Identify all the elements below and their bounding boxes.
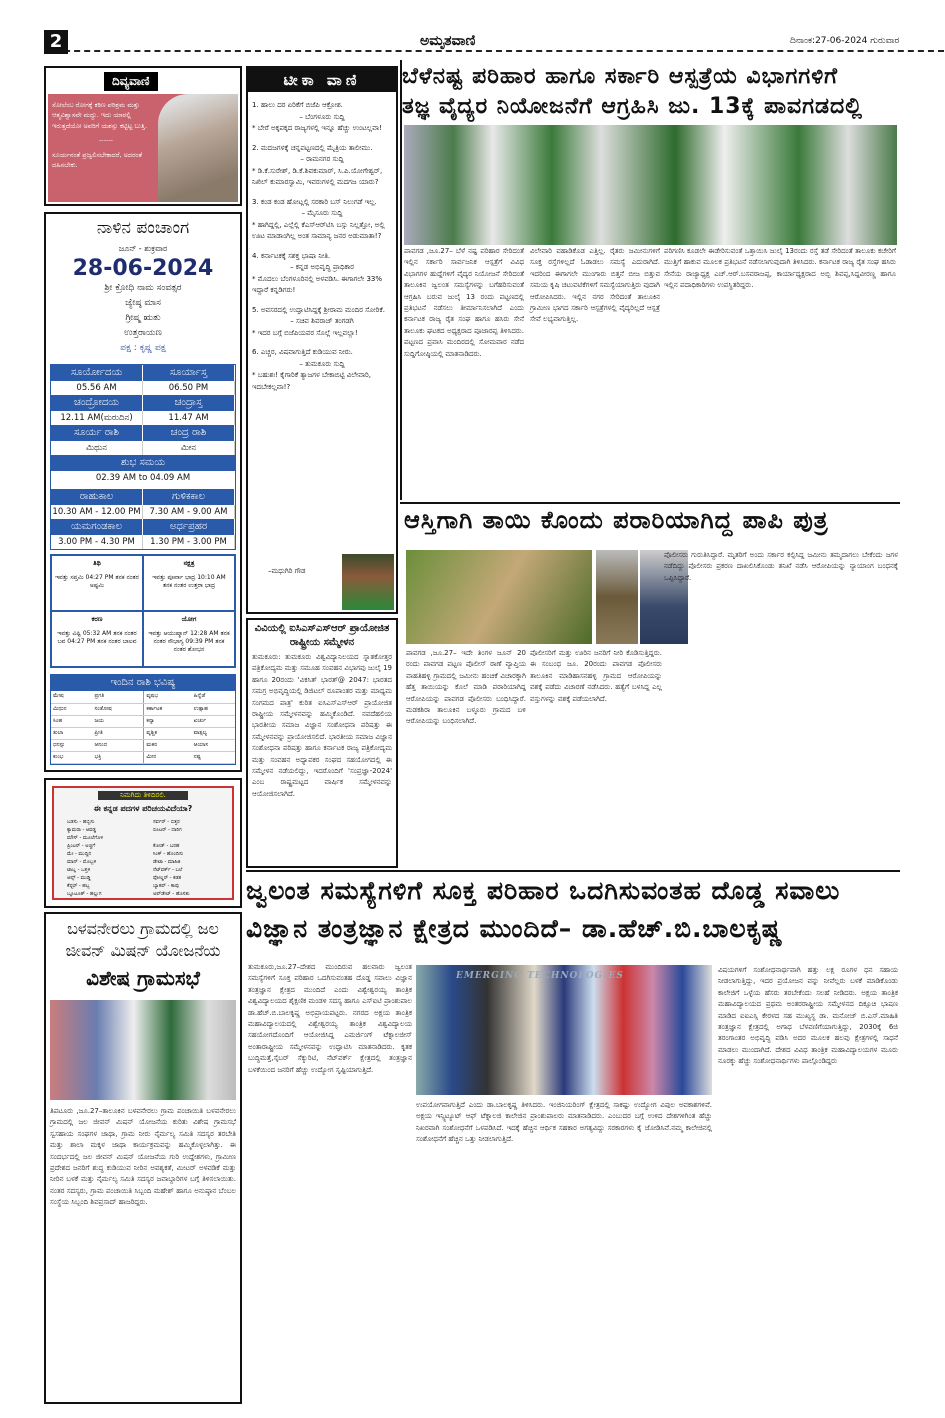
detail-text: ಇವತ್ತು ಆಯುಷ್ಮಾನ್ 12:28 AM ತನಕ ನಂತರ ಸೌಭಾಗ್ಯ 09:39 PM ತನಕ ನಂತರ ಶೋಭನ [148,630,230,653]
story3-headline-line-2: ವಿಜ್ಞಾನ ತಂತ್ರಜ್ಞಾನ ಕ್ಷೇತ್ರದ ಮುಂದಿದೆ– ಡಾ.ಹೆಚ್.ಬಿ.ಬಾಲಕೃಷ್ಣ [246,914,784,943]
story2-headline: ಆಸ್ತಿಗಾಗಿ ತಾಯಿ ಕೊಂದು ಪರಾರಿಯಾಗಿದ್ದ ಪಾಪಿ ಪುತ್ರ [404,506,829,534]
words-left-column [57,818,143,898]
rashi-cell: ಕನ್ಯಾ [144,715,192,727]
rashi-cell: ಧನಸ್ಸು [51,739,92,751]
accused-photo-1 [596,550,638,644]
words-header: ನಿಮಗಿದು ತಿಳಿದಿರಲಿ. [98,791,188,800]
word-pair: ಪ್ರಿಂಟರ್ - ಅಚ್ಚಿಗೆ [67,843,96,849]
word-pair [153,834,229,842]
value-shubha-samaya: 02.39 AM to 04.09 AM [95,473,191,483]
tika-signature: –ಮಧುಗಿರಿ ಗೌಡ [268,567,306,575]
rashi-bhavishya [50,674,236,765]
word-pair: ಫೋಲ್ಡರ್ - ಕಡತ [153,875,182,881]
tika-source: – ಬೆಂಗಳೂರು ಸುದ್ದಿ [299,112,345,121]
tika-headline: 4. ಕರ್ನಾಟಕಕ್ಕೆ ಸಶಕ್ತ ಭಾಷಾ ನೀತಿ. [252,251,331,260]
value-rahukala: 10.30 AM - 12.00 PM [51,505,143,519]
detail-text: ಇವತ್ತು ವಿಷ್ಟಿ 05:32 AM ತನಕ ನಂತರ ಬವ 04:27 PM ತನಕ ನಂತರ ಬಾಲವ [57,630,137,645]
value-moonrise: 12.11 AM(ಮರುದಿನ) [51,411,143,425]
masa: ಜ್ಯೇಷ್ಠ ಮಾಸ [125,298,161,308]
tika-title: ಟೀಕಾ ವಾಣಿ [248,68,396,92]
word-pair: ಮಾನ್ - ಮೊಬ್ಬಳಿ [67,859,97,865]
quote-text-2: ಸೂರ್ಯನಂತೆ ಪ್ರಜ್ವಲಿಸಬೇಕಾದರೆ, ಅದರಂತೆ ದಹಿಸಬೇಕು. [52,150,143,169]
word-pair: ಕ್ಯಾಮರಾ - ಆವಡ್ಡ [67,827,97,833]
rashi-cell: ಮೇಷ [51,691,92,703]
quote-separator: ------ [98,136,114,145]
value-gulikakala: 7.30 AM - 9.00 AM [143,505,235,519]
story1-headline-line-2: ತಜ್ಞ ವೈದ್ಯರ ನಿಯೋಜನೆಗೆ ಆಗ್ರಹಿಸಿ ಜು. 13ಕ್ಕೆ ಪಾವಗಡದಲ್ಲಿ [402,94,863,119]
word-pair: ಕೆಫ್ಟರ್ - ಹಬ್ಬ [67,883,90,889]
detail-label: ಯೋಗ [181,615,197,623]
samvatsara: ಶ್ರೀ ಕ್ರೋಧಿ ನಾಮ ಸಂವತ್ಸರ [104,283,182,293]
label-rahukala: ರಾಹುಕಾಲ [51,489,143,505]
paksha: ಪಕ್ಷ : ಕೃಷ್ಣ ಪಕ್ಷ [120,343,166,353]
value-surya-rashi: ಮಿಥುನ [51,441,143,455]
story1-headline [402,62,863,122]
rashi-table [51,691,235,764]
story2-col-2: ಪೊಲೀಸರಿಗೆ ಮತ್ತು ಊರಿನ ಜನರಿಗೆ ನೀರಿ ಕೊಡಿಸುತ್ತಿದ್ದರು. ಈ ಸಂಬಂಧ ಜೂ. 20ರಂದು ಪಾವಗಡ ಪೊಲೀಸರು ತಾಲೂಕಿನ ಮಾಡಿಹಾಸನಹಳ್ಳಿ ಗ್ರಾಮದ ಆರೋಪಿಯನ್ನು ವಶಕ್ಕೆ ಪಡೆದು ವಿಚಾರಣೆ ನಡೆಸಿದರು. ಹತ್ಯೆಗೆ ಬಳಸಿದ್ದ ಎಲ್ಲ ವಸ್ತುಗಳನ್ನು ವಶಕ್ಕೆ ಪಡೆಯಲಾಗಿದೆ. [530,649,662,703]
word-pair: ಸಿಂಕ್ - ಹೊಂದಿಸು [153,851,184,857]
photo-banner: EMERGING TECHNOLOGIES [456,971,624,981]
detail-tithi [51,555,143,611]
tika-headline: 1. ಹಾಲು ದರ ಏರಿಕೆಗೆ ಬಿಜೆಪಿ ಆಕ್ರೋಶ. [252,101,343,109]
value-yamaganda: 3.00 PM - 4.30 PM [51,535,143,549]
label-moonrise: ಚಂದ್ರೋದಯ [51,395,143,411]
rashi-row [51,751,235,763]
label-sunset: ಸೂರ್ಯಾಸ್ತ [143,365,235,381]
word-pair: ನೆಟ್‌ವರ್ಕ್ - ಬಲೆ [153,867,183,873]
rashi-cell: ವೃಶ್ಚಿಕ [144,727,192,739]
divyavani-title: ದಿವ್ಯವಾಣಿ [104,72,158,91]
story3-col-1: ತುಮಕೂರು,ಜೂ.27–ದೇಶದ ಮುಂದಿರುವ ಹಲವಾರು ಜ್ವಲಂತ ಸಮಸ್ಯೆಗಳಿಗೆ ಸೂಕ್ತ ಪರಿಹಾರ ಒದಗಿಸುವಂತಹ ದೊಡ್ಡ ಸವಾಲು ವಿಜ್ಞಾನ ತಂತ್ರಜ್ಞಾನ ಕ್ಷೇತ್ರದ ಮುಂದಿದೆ ಎಂದು ವಿಶ್ವೇಶ್ವರಯ್ಯ ತಾಂತ್ರಿಕ ವಿಶ್ವವಿದ್ಯಾಲಯದ ಶೈಕ್ಷಣಿಕ ಮಂಡಳಿ ಸದಸ್ಯ ಹಾಗೂ ಎಸ್ಐಟಿ ಪ್ರಾಂಶುಪಾಲ ಡಾ.ಹೆಚ್.ಬಿ.ಬಾಲಕೃಷ್ಣ ಅಭಿಪ್ರಾಯಪಟ್ಟರು. ನಗರದ ಅಕ್ಷಯ ತಾಂತ್ರಿಕ ಮಹಾವಿದ್ಯಾಲಯದಲ್ಲಿ ವಿಶ್ವೇಶ್ವರಯ್ಯ ತಾಂತ್ರಿಕ ವಿಶ್ವವಿದ್ಯಾಲಯ ಸಹಯೋಗದೊಂದಿಗೆ ಆಯೋಜಿಸಿದ್ದ ಎಮರ್ಜಿಂಗ್ ಟೆಕ್ನಾಲಜೀಸ್ ಅಂತಾರಾಷ್ಟ್ರೀಯ ಸಮ್ಮೇಳನವನ್ನು ಉದ್ಘಾಟಿಸಿ ಮಾತನಾಡಿದರು. ಕೃತಕ ಬುದ್ಧಿಮತ್ತೆ,ಸೈಬರ್ ಸೆಕ್ಯುರಿಟಿ, ನೆಟ್‌ವರ್ಕ್ ಕ್ಷೇತ್ರದಲ್ಲಿ ತಂತ್ರಜ್ಞಾನ ಬಳಕೆಯಿಂದ ಜನರಿಗೆ ಹೆಚ್ಚು ಉದ್ಯೋಗ ಸೃಷ್ಟಿಯಾಗುತ್ತಿದೆ. [248,963,412,1074]
conference-photo [416,965,712,1095]
value-moonset: 11.47 AM [143,411,235,425]
tika-comment: * ಇದರ ಬಗ್ಗೆ ಬಿಜೆಪಿಯವರ ಸೊಲ್ಲೆ ಇಲ್ಲವಲ್ಲಾ! [252,328,358,337]
rashi-cell: ಮಕರ [144,739,192,751]
story1-col-2: ವಿಲೇವಾರಿ ವಹಾಡಿಕೊಡ ಎತ್ತಿಲ್ಲ. ರೈತರು ಜಮೀನುಗಳಿಗೆ ಸೂಕ್ತ ರಸ್ತೆಗಳಿಲ್ಲದೆ ಓಡಾಡಲು ಸಮಸ್ಯೆ ಎದುರಾಗಿದೆ. ಇದರಿಂದ ಈಗಾಗಲೇ ಮುಂಗಾರು ಬಿತ್ತನೆ ಬೀಜ ಬಿತ್ತುವ ಸಮಯ ಕೃಷಿ ಚಟುವಟಿಕೆಗಳಿಗೆ ಸಮಸ್ಯೆಯಾಗುತ್ತಿರು ವುದಾಗಿ ಆರೋಪಿಸಿದರು. ಇಲ್ಲಿನ ನಗರ ಸೇರಿದಂತೆ ತಾಲೂಕಿನ ಗ್ರಾಮೀಣ ಭಾಗದ ಸರ್ಕಾರಿ ಆಸ್ಪತ್ರೆಗಳಲ್ಲಿ ವೈದ್ಯರಿಲ್ಲದೆ ಆಸ್ಪತ್ರೆ ಸೇವೆ ಲಭ್ಯವಾಗುತ್ತಿಲ್ಲ. [530,247,660,324]
tika-vani-box [246,66,398,614]
tika-item [248,251,396,297]
detail-text: ಇವತ್ತು ಸಪ್ತಮಿ 04:27 PM ತನಕ ನಂತರ ಅಷ್ಟಮಿ [55,574,139,589]
grama-body: ತಿಪಟೂರು ,ಜೂ.27–ತಾಲೂಕಿನ ಬಳವನೇರಲು ಗ್ರಾಮ ಪಂಚಾಯಿತಿ ಬಳವನೇರಲು ಗ್ರಾಮದಲ್ಲಿ ಜಲ ಜೀವನ್ ಮಿಷನ್ ಯೋಜನೆಯ ಕುರಿತು ವಿಶೇಷ ಗ್ರಾಮಸಭೆ ಸ್ವಸಹಾಯ ಸಂಘಗಳ ಜಾಥಾ, ಗ್ರಾಮ ನೀರು ನೈರ್ಮಲ್ಯ ಸಮಿತಿ ಸದಸ್ಯರ ತರಬೇತಿ ಮತ್ತು ಶಾಲಾ ಮಕ್ಕಳ ಜಾಥಾ ಕಾರ್ಯಕ್ರಮವನ್ನು ಹಮ್ಮಿಕೊಳ್ಳಲಾಗಿತ್ತು. ಈ ಸಂದರ್ಭದಲ್ಲಿ ಜಲ ಜೀವನ್ ಮಿಷನ್ ಯೋಜನೆಯ ಗುರಿ ಉದ್ದೇಶಗಳು, ಗ್ರಾಮೀಣ ಪ್ರದೇಶದ ಜನರಿಗೆ ಶುದ್ಧ ಕುಡಿಯುವ ನೀರಿನ ಅವಶ್ಯಕತೆ, ಮೀಟರ್ ಅಳವಡಿಕೆ ಮತ್ತು ನೀರಿನ ಬಳಕೆ ಮತ್ತು ನೈರ್ಮಲ್ಯ ಸಮಿತಿ ಸದಸ್ಯರ ಜವಾಬ್ದಾರಿಗಳ ಬಗ್ಗೆ ತಿಳಿಸಲಾಯಿತು. ನಂತರ ಸದಸ್ಯರು, ಗ್ರಾಮ ಪಂಚಾಯಿತಿ ಸಿಬ್ಬಂದಿ ಮಹೇಶ್ ಹಾಗೂ ಅನುಷ್ಠಾನ ಬೆಂಬಲ ಸಂಸ್ಥೆಯ ಸಿಬ್ಬಂದಿ ಶಿವಪ್ರಸಾದ್ ಹಾಜರಿದ್ದರು. [50,1107,236,1207]
portrait-photo [158,94,238,202]
detail-karana [51,611,143,667]
panchanga-month-day: ಜೂನ್ - ಶುಕ್ರವಾರ [118,244,168,253]
rashi-cell: ಕರ್ಕಾಟಕ [144,703,192,715]
word-pair: ಬಡಸು - ಹಬ್ಬಿಸು [67,819,95,825]
story3-headline-line-1: ಜ್ವಲಂತ ಸಮಸ್ಯೆಗಳಿಗೆ ಸೂಕ್ತ ಪರಿಹಾರ ಒದಗಿಸುವಂತಹ ದೊಡ್ಡ ಸವಾಲು [246,876,841,905]
label-moonset: ಚಂದ್ರಾಸ್ತ [143,395,235,411]
tika-comment: * ಡಿ.ಕೆ.ಸುರೇಶ್, ಡಿ.ಕೆ.ಶಿವಕುಮಾರ್, ಸಿ.ಪಿ.ಯೋಗೇಶ್ವರ್, ನಿಖಿಲ್ ಕುಮಾರಸ್ವಾಮಿ, ಇವರುಗಳಲ್ಲಿ ಮದಗಜ ಯಾರು? [252,166,383,186]
rashi-cell: ಸಿಂಹ [51,715,92,727]
story3-col-2: ಉಪಯೋಗವಾಗುತ್ತಿದೆ ಎಂದು ಡಾ.ಬಾಲಕೃಷ್ಣ ತಿಳಿಸಿದರು. ಇಂಜಿನಿಯರಿಂಗ್ ಕ್ಷೇತ್ರದಲ್ಲಿ ಸಾಕಷ್ಟು ಉದ್ಯೋಗ ವಿಪುಲ ಅವಕಾಶಗಳಿವೆ. ಅಕ್ಷಯ ಇನ್ಸ್ಟಿಟ್ಯೂಟ್ ಆಫ್ ಟೆಕ್ನಾಲಜಿ ಕಾಲೇಜಿನ ಪ್ರಾಂಶುಪಾಲರು ಮಾತನಾಡಿದರು. ಎಂಬುದರ ಬಗ್ಗೆ ಉಳಿದ ದೇಶಗಳಿಗಿಂತ ಹೆಚ್ಚು ನಿಖರವಾಗಿ ಸಂಶೋಧನೆಗೆ ಒಳಪಡಿಸಿದೆ. ಇದಕ್ಕೆ ಹೆಚ್ಚಿನ ಆರ್ಥಿಕ ಸಹಕಾರ ಅಗತ್ಯವಿದ್ದು ಸರಕಾರಗಳು ಕೈ ಜೋಡಿಸಿವೆ.ನಮ್ಮ ಕಾಲೇಜಿನಲ್ಲಿ ಸಂಶೋಧನೆಗೆ ಹೆಚ್ಚಿನ ಒತ್ತು ನೀಡಲಾಗುತ್ತಿದೆ. [416,1101,712,1144]
tika-comment: * ಬಹುಶಃ! ಕೈಗಾರಿಕೆ ತ್ಯಾಜಗಳ ಬೇಕಾಬಿಟ್ಟಿ ವಿಲೇವಾರಿ, ಇದಬೇಕಲ್ಲವಾ!? [252,371,371,391]
word-pair: ಸರ್ವರ್ - ಬಿತ್ತರ [153,819,180,825]
tika-source: – ಸಚಿವ ಶಿವರಾಜ್ ತಂಗಡಗಿ [290,317,354,325]
grama-sabhe-story [44,912,242,1404]
story3-headline [246,872,840,948]
rashi-cell: ನಷ್ಟ [192,751,235,763]
story1-col-1: ಪಾವಗಡ ,ಜೂ.27– ಬೆಳೆ ನಷ್ಟ ಪರಿಹಾರ ಸೇರಿದಂತೆ ಇಲ್ಲಿನ ಸರ್ಕಾರಿ ಸಾರ್ವಜನಿಕ ಆಸ್ಪತ್ರೆಗೆ ವಿವಿಧ ವಿಭಾಗಗಳ ಹುದ್ದೆಗಳಿಗೆ ವೈದ್ಯರ ನಿಯೋಜನೆ ಸೇರಿದಂತೆ ತಾಲೂಕಿನ ಜ್ವಲಂತ ಸಮಸ್ಯೆಗಳನ್ನು ಬಗೆಹರಿಸುವಂತೆ ಆಗ್ರಹಿಸಿ ಬರುವ ಜುಲೈ 13 ರಂದು ಪಟ್ಟಣದಲ್ಲಿ ಪ್ರತಿಭಟನೆ ನಡೆಸಲು ತೀರ್ಮಾನಿಸಲಾಗಿದೆ ಎಂದು ಕರ್ನಾಟಕ ರಾಜ್ಯ ರೈತ ಸಂಘ ಹಾಗೂ ಹಸಿರು ಸೇನೆ ತಾಲೂಕು ಘಟಕದ ಅಧ್ಯಕ್ಷರಾದ ಪೂಜಾರಪ್ಪ ತಿಳಿಸಿದರು. ಪಟ್ಟಣದ ಪ್ರವಾಸಿ ಮಂದಿರದಲ್ಲಿ ಸೋಮವಾರ ನಡೆದ ಸುದ್ದಿಗೋಷ್ಠಿಯಲ್ಲಿ ಮಾತನಾಡಿದರು. [404,247,524,358]
story1-photo [404,125,897,245]
word-pair: ಡೇಟಾ - ಮಾಹಿತಿ [153,859,181,865]
column-rule [400,60,402,500]
label-yamaganda: ಯಮಗಂಡಕಾಲ [51,519,143,535]
rashi-cell: ಮಿಥುನ [51,703,92,715]
word-pair: ಬ್ಯಾಕಪ್ - ಕಾಪು [153,883,180,889]
label-ardhaprahara: ಅರ್ಧಪ್ರಹರ [143,519,235,535]
rashi-cell: ಆನಂದ [92,739,143,751]
rashi-cell: ಕುಂಭ [51,751,92,763]
ayana: ಉತ್ತರಾಯಣ [124,328,162,338]
value-sunset: 06.50 PM [143,381,235,395]
tika-comment: * ಮೊದಲು ಬೆಂಗಳೂರಿನಲ್ಲಿ ಅಳವಡಿಸಿ. ಈಗಾಗಲೇ 33% ಇದ್ದಾರೆ ಕನ್ನಡಿಗರು! [252,274,383,294]
word-pair: ಮೇ - ಮುದ್ದಿನ [67,851,92,857]
words-question: ಈ ಕನ್ನಡ ಪದಗಳ ಪರಿಚಯವಿದೆಯಾ? [93,804,193,813]
rashi-cell: ಆಯಾಸ [192,739,235,751]
tika-source: – ಕನ್ನಡ ಅಭಿವೃದ್ಧಿ ಪ್ರಾಧಿಕಾರ [290,263,354,271]
word-pair: ಟಾಬ್ಲ - ಒತ್ತಳಿ [67,867,91,873]
tika-item [248,100,396,135]
vivi-headline: ವಿವಿಯಲ್ಲಿ ಐಸಿಎಸ್‌ಎಸ್‌ಆರ್ ಪ್ರಾಯೋಜಿತ ರಾಷ್ಟ್ರೀಯ ಸಮ್ಮೇಳನ [254,623,390,648]
label-surya-rashi: ಸೂರ್ಯ ರಾಶಿ [51,425,143,441]
rashi-cell: ಮೀನ [144,751,192,763]
rashi-cell: ಉತ್ಸಾಹ [192,703,235,715]
panchanga-date: 28-06-2024 [72,256,214,281]
detail-label: ತಿಥಿ [93,559,101,567]
word-pair: ರೂಟರ್ - ದಾರಿಗ [153,827,182,833]
tika-headline: 5. ಅವಸರದಲ್ಲಿ ಉದ್ಘಾಟಿಸಿದ್ದಕ್ಕೆ ಶ್ರೀರಾಮ ಮಂದಿರ ಸೋರಿಕೆ. [252,305,386,314]
rashi-cell: ಖರ್ಚು [192,715,235,727]
detail-yoga [143,611,235,667]
rashi-title: ಇಂದಿನ ರಾಶಿ ಭವಿಷ್ಯ [51,675,235,691]
kannada-words-box [44,778,242,908]
divyavani-box [44,66,242,206]
rashi-cell: ಹಿನ್ನೆಡೆ [192,691,235,703]
date-line: ದಿನಾಂಕ:27-06-2024 ಗುರುವಾರ [790,36,900,46]
label-gulikakala: ಗುಳಿಕಕಾಲ [143,489,235,505]
quote-text-1: ಸೋಲೆಂಬ ರೋಗಕ್ಕೆ ಕಠಿಣ ಪರಿಶ್ರಮ ಮತ್ತು ಆತ್ಮವಿಶ್ವಾಸವೇ ಮದ್ದು. ಇದು ಯಾರಲ್ಲಿ ಇರುತ್ತದೆಯೋ ಅವರಿಗೆ ಯಶಸ್ಸು ಕಟ್ಟಿಟ್ಟ ಬುತ್ತಿ. [52,101,147,130]
label-chandra-rashi: ಚಂದ್ರ ರಾಶಿ [143,425,235,441]
tika-item [248,347,396,393]
story2-col-1: ಪಾವಗಡ ,ಜೂ.27– ಇದೇ ತಿಂಗಳ ಜೂನ್ 20 ರಂದು ಪಾವಗಡ ಪಟ್ಟಣ ಪೊಲೀಸ್ ಠಾಣೆ ವ್ಯಾಪ್ತಿಯ ವಾಹತಿಹಳ್ಳಿ ಗ್ರಾಮದಲ್ಲಿ ಜಮೀನು ಹಂಚಿಕೆ ವಿಚಾರಕ್ಕಾಗಿ ಹೆತ್ತ ತಾಯಿಯನ್ನು ಕೊಲೆ ಮಾಡಿ ಪರಾರಿಯಾಗಿದ್ದ ಆರೋಪಿಯನ್ನು ಪಾವಗಡ ಪೊಲೀಸರು ಬಂಧಿಸಿದ್ದಾರೆ. ಮಡಕಶಿರಾ ತಾಲೂಕಿನ ಬಳ್ಳೂರು ಗ್ರಾಮದ ಬಳಿ ಆರೋಪಿಯನ್ನು ಬಂಧಿಸಲಾಗಿದೆ. [406,649,526,726]
word-pair: ಅಪ್‌ಡೇಟ್ - ಹೊಸತು [153,891,190,897]
word-pair: ಆಪ್ಸ್ - ಮುಡ್ಡಿ [67,875,91,881]
tika-headline: 3. ಕಂಡ ಕಂಡ ಹೋಟ್ಲಲ್ಲಿ ಸರಕಾರಿ ಬಸ್ ನಿಲುಗಡೆ ಇಲ್ಲ. [252,197,377,206]
grama-headline-2: ವಿಶೇಷ ಗ್ರಾಮಸಭೆ [86,966,200,990]
word-pair: ಮೌಸ್ - ಮೂಲೆಗೊಳಿ [67,835,104,841]
story3-col-3: ವಿಷಯಗಳಿಗೆ ಸಂಶೋಧನಾರ್ಥವಾಗಿ ಹತ್ತು ಲಕ್ಷ ರೂಗಳ ಧನ ಸಹಾಯ ನೀಡಲಾಗುತ್ತಿದ್ದು, ಇದರ ಪ್ರಯೋಜನ ವನ್ನು ನೀವೆಲ್ಲರು ಬಳಕೆ ಮಾಡಿಕೊಂಡು ಕಾಲೇಜಿಗೆ ಒಳ್ಳೆಯ ಹೆಸರು ತರಬೇಕೆಂದು ಸಲಹೆ ನೀಡಿದರು. ಅಕ್ಷಯ ತಾಂತ್ರಿಕ ಮಹಾವಿದ್ಯಾಲಯದ ಪ್ರಥಮ ಅಂತರರಾಷ್ಟ್ರೀಯ ಸಮ್ಮೇಳನದ ದಿಕ್ಸೂಚಿ ಭಾಷಣ ಮಾಡಿದ ಐಐಎಸ್ಸಿ ಕೇರಳದ ಸಹ ಮುಖ್ಯಸ್ಥ ಡಾ. ಮನೋಜ್ ಬಿ.ಎಸ್.ಮಾಹಿತಿ ತಂತ್ರಜ್ಞಾನ ಕ್ಷೇತ್ರದಲ್ಲಿ ಅಗಾಧ ಬೆಳವಣಿಗೆಯಾಗುತ್ತಿದ್ದು, 2030ಕ್ಕೆ 6ಜಿ ತರಂಗಾಂತರ ಅಭಿವೃದ್ಧಿ ಪಡಿಸಿ ಅದರ ಮೂಲಕ ಹಲವು ಕ್ಷೇತ್ರಗಳಲ್ಲಿ ಸಾಧನೆ ಮಾಡಲು ಮುಂದಾಗಿದೆ. ದೇಶದ ವಿವಿಧ ತಾಂತ್ರಿಕ ಮಹಾವಿದ್ಯಾಲಯಗಳ ಮೂರು ನೂರಕ್ಕು ಹೆಚ್ಚು ಸಂಶೋಧನಾರ್ಥಿಗಳು ಪಾಲ್ಗೊಂಡಿದ್ದರು [718,966,898,1066]
tika-headline: 2. ಮದಜಗಳಕ್ಕೆ ಚನ್ನಪಟ್ಟಣದಲ್ಲಿ ಮೈತ್ರಿಯ ತಾಲೀಮು. [252,143,373,152]
rashi-cell: ಪ್ರಗತಿ [92,691,143,703]
rashi-row [51,715,235,727]
panchanga-title: ನಾಳಿನ ಪಂಚಾಂಗ [96,218,190,238]
detail-label: ಕರಣ [91,615,103,623]
tika-source: – ತುಮಕೂರು ಸುದ್ದಿ [299,359,345,368]
tika-comment: * ಬೇರೆ ಅಕ್ಕಪಕ್ಕದ ರಾಜ್ಯಗಳಲ್ಲಿ ಇನ್ನೂ ಹೆಚ್ಚು ಉಂಟಲ್ಲವಾ! [252,124,382,132]
words-right-column [143,818,229,898]
rashi-cell: ಪ್ರೀತಿ [92,727,143,739]
story2-col-3: ಪೊಲೀಸರು ಗುರುತಿಸಿದ್ದಾರೆ. ಮೃತರಿಗೆ ಅಂದು ಸರ್ಕಾರ ಕಲ್ಪಿಸಿದ್ದ ಜಮೀನು ತಮ್ಮದಾಗಲು ಬೇಕೆಂದು ಜಗಳ ನಡೆದಿದ್ದು ಪೊಲೀಸರು ಪ್ರಕರಣ ದಾಖಲಿಸಿಕೊಂಡು ತನಿಖೆ ನಡೆಸಿ ಆರೋಪಿಯನ್ನು ನ್ಯಾಯಾಂಗ ಬಂಧನಕ್ಕೆ ಒಪ್ಪಿಸಿದ್ದಾರೆ. [664,551,898,582]
panchanga-box [44,212,242,772]
tika-headline: 6. ಎಚ್ಚರ, ವಿಷವಾಗುತ್ತಿದೆ ಕುಡಿಯುವ ನೀರು. [252,348,353,356]
rashi-cell: ವೃಷಭ [144,691,192,703]
author-photo [342,554,394,610]
ritu: ಗ್ರೀಷ್ಮ ಋತು [125,313,161,323]
detail-text: ಇವತ್ತು ಪೂರ್ವಾ ಭಾದ್ರ 10:10 AM ತನಕ ನಂತರ ಉತ್ತರಾ ಭಾದ್ರ [152,574,226,589]
detail-nakshatra [143,555,235,611]
detail-label: ನಕ್ಷತ್ರ [183,559,195,567]
label-shubha-samaya: ಶುಭ ಸಮಯ [51,455,235,471]
rashi-cell: ಸಂತೋಷ [92,703,143,715]
rashi-row [51,703,235,715]
panchanga-time-grid [50,364,236,550]
section-rule [400,502,900,504]
crime-scene-photo [406,550,592,644]
tika-source: – ಮೈಸೂರು ಸುದ್ದಿ [301,209,343,217]
vivi-story [246,618,398,868]
rashi-row [51,691,235,703]
page-number: 2 [44,30,68,54]
label-sunrise: ಸೂರ್ಯೋದಯ [51,365,143,381]
value-ardhaprahara: 1.30 PM - 3.00 PM [143,535,235,549]
panchanga-details [50,554,236,668]
paper-name: ಅಮೃತವಾಣಿ [420,33,476,49]
word-pair: ಬ್ಲೂಟೂತ್ - ಹಲ್ಲುಗ [67,891,102,897]
tika-comment: * ಹಾಗಿದ್ದಲ್ಲಿ, ಎಲ್ಲೆಲ್ಲಿ ಕೆಎಸ್‌ಆರ್‌ಟಿಸಿ ಬಸ್ಸು ನಿಲ್ಲತ್ತೋ, ಅಲ್ಲಿ ಊಟ ಮಾಡಾಂಗಿಲ್ಲ ಅಂತ ಸಾಮಾನ್ಯ ಜನರ ಅಡುಮಾತಾ!? [252,220,385,240]
value-sunrise: 05.56 AM [51,381,143,395]
grama-headline-1: ಬಳವನೇರಲು ಗ್ರಾಮದಲ್ಲಿ ಜಲ ಜೀವನ್ ಮಿಷನ್ ಯೋಜನೆಯ [65,919,221,960]
story1-headline-line-1: ಬೆಳೆನಷ್ಟ ಪರಿಹಾರ ಹಾಗೂ ಸರ್ಕಾರಿ ಆಸ್ಪತ್ರೆಯ ವಿಭಾಗಗಳಿಗೆ [402,64,838,89]
rashi-cell: ತುಲಾ [51,727,92,739]
tika-item [248,305,396,340]
tika-source: – ರಾಮನಗರ ಸುದ್ದಿ [300,155,344,163]
value-chandra-rashi: ಮೀನ [143,441,235,455]
rashi-row [51,727,235,739]
word-pair: ಕೋಡ್ - ಬರಹ [153,843,180,849]
story1-col-3: ಪರಿಗಣಿಸಿ ಕೂಡಲೇ ಈಡೇರಿಸುವಂತೆ ಒತ್ತಾಯಿಸಿ ಜುಲೈ 13ರಂದು ರಸ್ತೆ ತಡೆ ಸೇರಿದಂತೆ ತಾಲೂಕು ಕಚೇರಿಗೆ ಮುತ್ತಿಗೆ ಹಾಕುವ ಮೂಲಕ ಪ್ರತಿಭಟನೆ ನಡೆಸಲಾಗುವುದಾಗಿ ತಿಳಿಸಿದರು. ಕರ್ನಾಟಕ ರಾಜ್ಯ ರೈತ ಸಂಘ ಹಸಿರು ಸೇನೆಯ ರಾಜ್ಯಾಧ್ಯಕ್ಷ ಎಚ್.ಆರ್.ಬಸವರಾಜಪ್ಪ, ಕಾರ್ಯಾಧ್ಯಕ್ಷರಾದ ಅಬ್ಬಿ ಶಿವಪ್ಪ,ಸಿದ್ದವೀರಣ್ಣ ಹಾಗೂ ಇಲ್ಲಿನ ಪದಾಧಿಕಾರಿಗಳು ಉಪಸ್ಥಿತರಿದ್ದರು. [664,247,896,290]
tika-item [248,197,396,243]
rashi-row [51,739,235,751]
grama-photo [50,1000,236,1100]
rashi-cell: ಭಕ್ತಿ [92,751,143,763]
rashi-cell: ವಾತ್ಸಲ್ಯ [192,727,235,739]
vivi-body: ತುಮಕೂರು: ತುಮಕೂರು ವಿಶ್ವವಿದ್ಯಾನಿಲಯದ ಸ್ನಾತಕೋತ್ತರ ಪತ್ರಿಕೋದ್ಯಮ ಮತ್ತು ಸಮೂಹ ಸಂವಹನ ವಿಭಾಗವು ಜುಲೈ 19 ಹಾಗೂ 20ರಂದು 'ವಿಕಸಿತ್ ಭಾರತ್@ 2047: ಭಾರತದ ಸಮಗ್ರ ಅಭಿವೃದ್ಧಿಯಲ್ಲಿ ಡಿಜಿಟಲ್ ರೂಪಾಂತರ ಮತ್ತು ಮಾಧ್ಯಮ ಸಂಗಮದ ಪಾತ್ರ' ಕುರಿತ ಐಸಿಎಸ್ಎಸ್ಆರ್ ಪ್ರಾಯೋಜಿತ ರಾಷ್ಟ್ರೀಯ ಸಮ್ಮೇಳನವನ್ನು ಹಮ್ಮಿಕೊಂಡಿದೆ. ನವದೆಹಲಿಯ ಭಾರತೀಯ ಸಮಾಜ ವಿಜ್ಞಾನ ಸಂಶೋಧನಾ ಪರಿಷತ್ತು ಈ ಸಮ್ಮೇಳನವನ್ನು ಪ್ರಾಯೋಜಿಸಲಿದೆ. ಭಾರತೀಯ ಸಮಾಜ ವಿಜ್ಞಾನ ಸಂಶೋಧನಾ ಪರಿಷತ್ತು ಹಾಗೂ ಕರ್ನಾಟಕ ರಾಜ್ಯ ಪತ್ರಿಕೋದ್ಯಮ ಮತ್ತು ಸಂವಹನ ಅಧ್ಯಾಪಕರ ಸಂಘದ ಸಹಯೋಗದಲ್ಲಿ ಈ ಸಮ್ಮೇಳನ ನಡೆಯಲಿದ್ದು, ಇದರೊಂದಿಗೆ 'ಸಂಪ್ರಜ್ಞಾ-2024' ಎಂಬ ರಾಷ್ಟ್ರಮಟ್ಟದ ವಾರ್ಷಿಕ ಸಮ್ಮೇಳನವನ್ನು ಆಯೋಜಿಸಲಾಗಿದೆ. [252,653,392,798]
tika-item [248,143,396,189]
rashi-cell: ಜಯ [92,715,143,727]
